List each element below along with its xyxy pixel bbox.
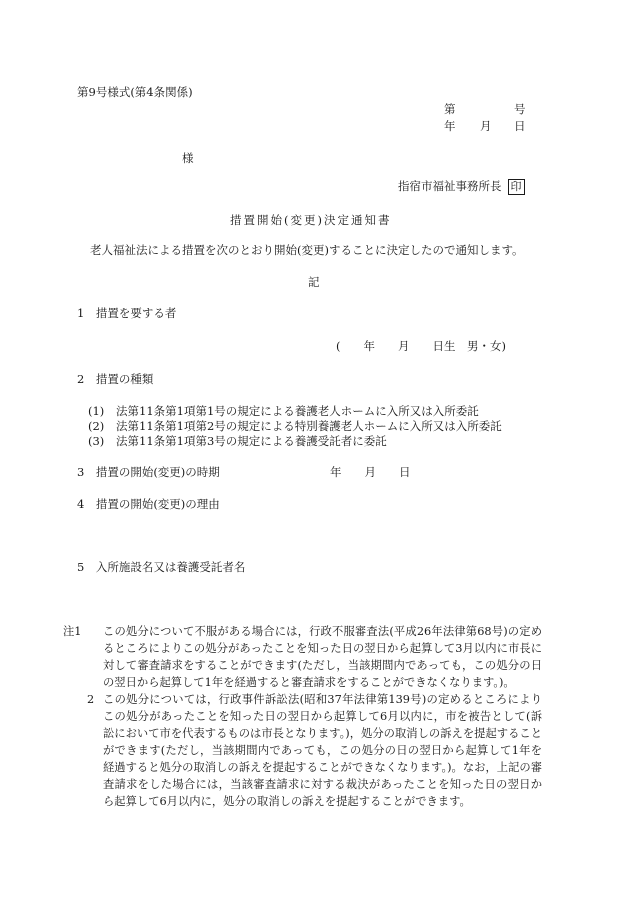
note-2 xyxy=(82,691,542,810)
list-item xyxy=(88,419,502,433)
section-2-heading: 2 措置の種類 xyxy=(77,372,154,386)
intro-text: 老人福祉法による措置を次のとおり開始(変更)することに決定したので通知します。 xyxy=(90,243,524,257)
list-item-number: (2) xyxy=(88,419,105,433)
ki-heading: 記 xyxy=(308,275,320,289)
issuer-name: 指宿市福祉事務所長 xyxy=(398,179,502,193)
document-number-suffix: 号 xyxy=(514,102,526,116)
notes-block xyxy=(63,623,542,810)
document-number-prefix: 第 xyxy=(444,102,456,116)
list-item-number: (3) xyxy=(88,434,105,448)
list-item xyxy=(88,434,387,448)
date-month: 月 xyxy=(480,119,492,133)
date-year: 年 xyxy=(444,119,456,133)
note-1-mark: 注1 xyxy=(63,625,82,638)
section-4-heading: 4 措置の開始(変更)の理由 xyxy=(77,497,220,511)
list-item-text: 法第11条第1項第3号の規定による養護受託者に委託 xyxy=(116,434,387,448)
note-2-mark: 2 xyxy=(87,693,95,706)
date-day: 日 xyxy=(514,119,526,133)
list-item xyxy=(88,404,479,418)
issuer xyxy=(398,179,525,195)
form-number: 第9号様式(第4条関係) xyxy=(77,85,193,99)
list-item-number: (1) xyxy=(88,404,105,418)
note-2-text: この処分については，行政事件訴訟法(昭和37年法律第139号)の定めるところによりこの処分があったことを知った日の翌日から起算して6月以内に，市を被告として(訴訟において市を代表するものは市長となります。)，処分の取消しの訴えを提起することができます(ただし，当該期間内であっても，この処分の日の翌日から起算して1年を経過すると処分の取消しの訴えを提起することができなくなります。)。なお，上記の審査請求をした場合には，当該審査請求に対する裁決があったことを知った日の翌日から起算して6月以内に，処分の取消しの訴えを提起することができます。 xyxy=(103,693,542,808)
list-item-text: 法第11条第1項第1号の規定による養護老人ホームに入所又は入所委託 xyxy=(116,404,479,418)
section-1-heading: 1 措置を要する者 xyxy=(77,306,177,320)
list-item-text: 法第11条第1項第2号の規定による特別養護老人ホームに入所又は入所委託 xyxy=(116,419,502,433)
document-title: 措置開始(変更)決定通知書 xyxy=(230,213,392,227)
note-1 xyxy=(63,623,542,691)
note-1-text: この処分について不服がある場合には，行政不服審査法(平成26年法律第68号)の定めるところによりこの処分があったことを知った日の翌日から起算して3月以内に市長に対して審査請求をすることができます(ただし，当該期間内であっても，この処分の日の翌日から起算して1年を経過すると審査請求をすることができなくなります。)。 xyxy=(103,625,542,689)
recipient-honorific: 様 xyxy=(182,151,194,165)
section-5-heading: 5 入所施設名又は養護受託者名 xyxy=(77,560,246,574)
seal-mark: 印 xyxy=(508,179,525,195)
section-3-date: 年 月 日 xyxy=(330,465,411,479)
section-3-heading: 3 措置の開始(変更)の時期 xyxy=(77,465,220,479)
birth-date-line: ( 年 月 日生 男・女) xyxy=(336,339,506,353)
